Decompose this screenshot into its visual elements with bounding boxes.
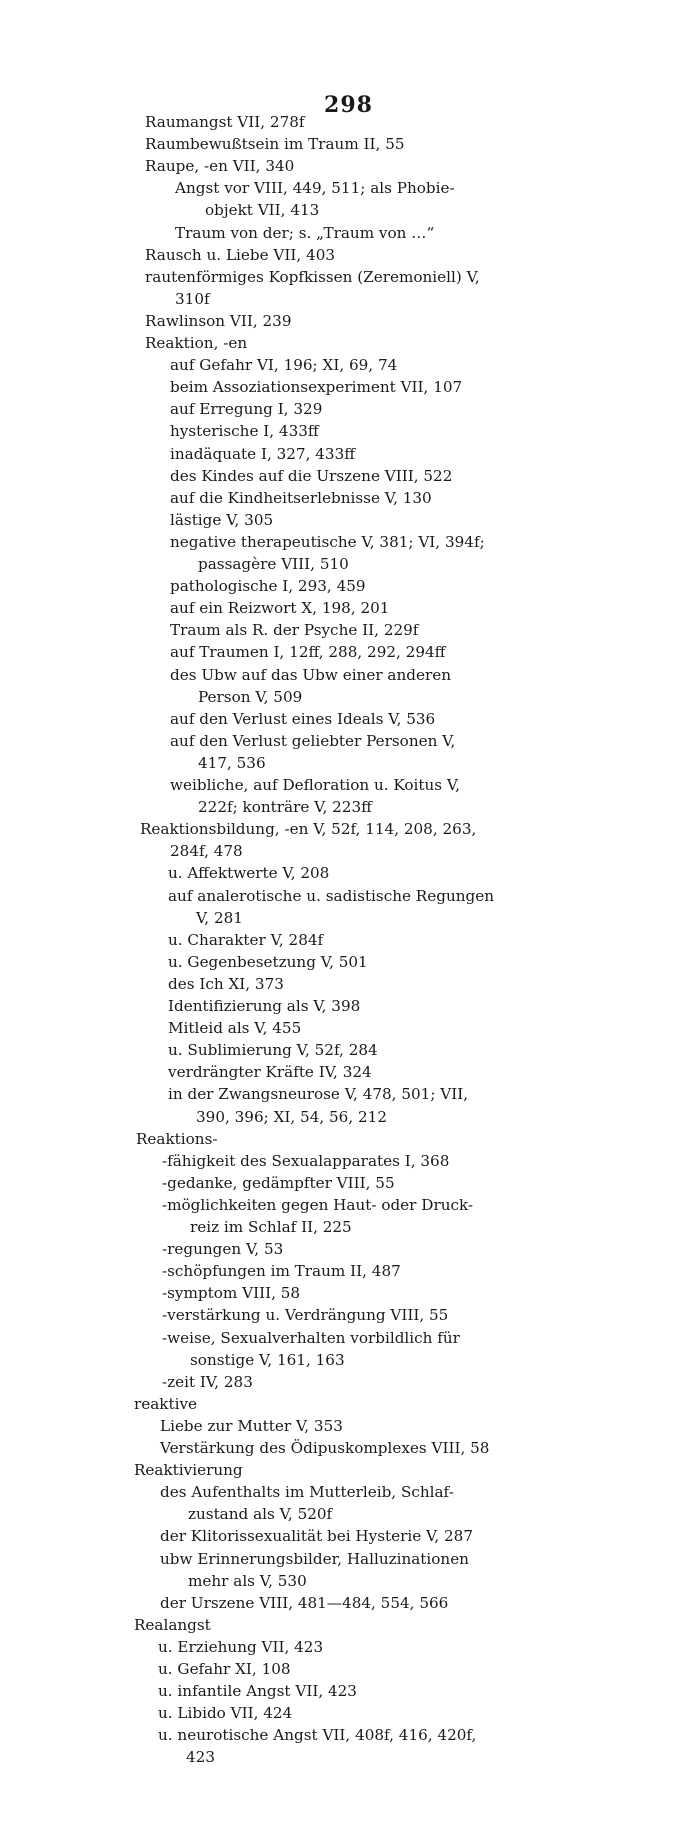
index-line: der Urszene VIII, 481—484, 554, 566 (160, 1593, 449, 1612)
index-line: sonstige V, 161, 163 (190, 1350, 345, 1369)
index-line: u. Erziehung VII, 423 (158, 1637, 324, 1656)
index-line: -zeit IV, 283 (162, 1372, 253, 1391)
index-line: ubw Erinnerungsbilder, Halluzinationen (160, 1549, 469, 1568)
index-line: des Kindes auf die Urszene VIII, 522 (170, 466, 453, 485)
index-line: pathologische I, 293, 459 (170, 577, 366, 596)
index-line: Reaktion, -en (145, 334, 248, 352)
index-line: reiz im Schlaf II, 225 (190, 1218, 352, 1236)
index-line: passagère VIII, 510 (198, 555, 349, 573)
index-line: hysterische I, 433ff (170, 422, 319, 441)
index-line: Reaktionsbildung, -en V, 52f, 114, 208, 263, (140, 820, 477, 839)
index-line: des Ubw auf das Ubw einer anderen (170, 665, 451, 684)
index-line: Verstärkung des Ödipuskomplexes VIII, 58 (160, 1439, 490, 1457)
index-line: u. Affektwerte V, 208 (168, 864, 330, 883)
index-line: weibliche, auf Defloration u. Koitus V, (170, 776, 460, 794)
index-line: beim Assoziationsexperiment VII, 107 (170, 378, 463, 397)
index-line: -gedanke, gedämpfter VIII, 55 (162, 1173, 395, 1192)
index-line: Liebe zur Mutter V, 353 (160, 1416, 343, 1435)
index-line: 390, 396; XI, 54, 56, 212 (196, 1107, 387, 1126)
index-line: rautenförmiges Kopfkissen (Zeremoniell) V, (145, 267, 480, 286)
index-line: Traum als R. der Psyche II, 229f (170, 621, 419, 640)
index-line: der Klitorissexualität bei Hysterie V, 287 (160, 1527, 473, 1546)
index-line: auf Erregung I, 329 (170, 400, 323, 419)
index-line: -verstärkung u. Verdrängung VIII, 55 (162, 1306, 449, 1325)
index-line: -symptom VIII, 58 (162, 1284, 301, 1303)
index-line: V, 281 (196, 908, 243, 927)
index-line: u. Libido VII, 424 (158, 1704, 293, 1723)
index-line: Raumbewußtsein im Traum II, 55 (145, 135, 405, 154)
index-line: Person V, 509 (198, 687, 303, 706)
index-line: inadäquate I, 327, 433ff (170, 444, 356, 463)
index-line: u. Sublimierung V, 52f, 284 (168, 1041, 378, 1060)
index-line: 222f; konträre V, 223ff (198, 798, 372, 817)
index-line: mehr als V, 530 (188, 1571, 307, 1590)
index-line: Traum von der; s. „Traum von …“ (175, 223, 435, 242)
index-line: Rawlinson VII, 239 (145, 311, 292, 330)
index-line: 284f, 478 (170, 842, 243, 861)
index-line: auf ein Reizwort X, 198, 201 (170, 599, 390, 618)
index-line: in der Zwangsneurose V, 478, 501; VII, (168, 1085, 469, 1104)
index-line: des Ich XI, 373 (168, 974, 284, 993)
index-line: -schöpfungen im Traum II, 487 (162, 1262, 401, 1281)
index-line: lästige V, 305 (170, 510, 274, 529)
index-line: Realangst (134, 1615, 211, 1634)
index-line: Identifizierung als V, 398 (168, 997, 361, 1015)
index-line: auf Traumen I, 12ff, 288, 292, 294ff (170, 643, 446, 662)
index-line: auf analerotische u. sadistische Regungen (168, 886, 494, 905)
index-line: zustand als V, 520f (188, 1505, 333, 1524)
index-line: auf den Verlust geliebter Personen V, (170, 731, 456, 750)
index-line: auf die Kindheitserlebnisse V, 130 (170, 488, 432, 507)
index-line: -weise, Sexualverhalten vorbildlich für (162, 1328, 460, 1347)
index-line: auf Gefahr VI, 196; XI, 69, 74 (170, 356, 398, 375)
index-line: Angst vor VIII, 449, 511; als Phobie- (175, 179, 455, 198)
index-line: objekt VII, 413 (205, 201, 320, 220)
index-line: reaktive (134, 1394, 198, 1413)
index-line: verdrängter Kräfte IV, 324 (168, 1063, 372, 1082)
index-line: u. infantile Angst VII, 423 (158, 1682, 357, 1701)
index-line: 417, 536 (198, 753, 266, 772)
index-line: -fähigkeit des Sexualapparates I, 368 (162, 1151, 450, 1170)
page-number: 298 (324, 92, 373, 118)
index-line: des Aufenthalts im Mutterleib, Schlaf- (160, 1483, 454, 1502)
index-line: Reaktivierung (134, 1461, 243, 1480)
index-line: negative therapeutische V, 381; VI, 394f; (170, 532, 485, 551)
index-line: u. Gefahr XI, 108 (158, 1660, 291, 1678)
index-line: u. neurotische Angst VII, 408f, 416, 420f, (158, 1726, 477, 1745)
index-line: Mitleid als V, 455 (168, 1019, 302, 1038)
index-line: 423 (186, 1748, 215, 1767)
index-line: Rausch u. Liebe VII, 403 (145, 245, 336, 264)
index-line: auf den Verlust eines Ideals V, 536 (170, 709, 436, 728)
index-line: 310f (175, 289, 210, 308)
index-line: Raupe, -en VII, 340 (145, 157, 295, 176)
index-line: u. Charakter V, 284f (168, 930, 324, 949)
index-line: -regungen V, 53 (162, 1240, 284, 1259)
index-line: Reaktions- (136, 1129, 218, 1148)
index-line: Raumangst VII, 278f (145, 113, 305, 131)
index-line: u. Gegenbesetzung V, 501 (168, 952, 368, 971)
index-line: -möglichkeiten gegen Haut- oder Druck- (162, 1195, 474, 1214)
